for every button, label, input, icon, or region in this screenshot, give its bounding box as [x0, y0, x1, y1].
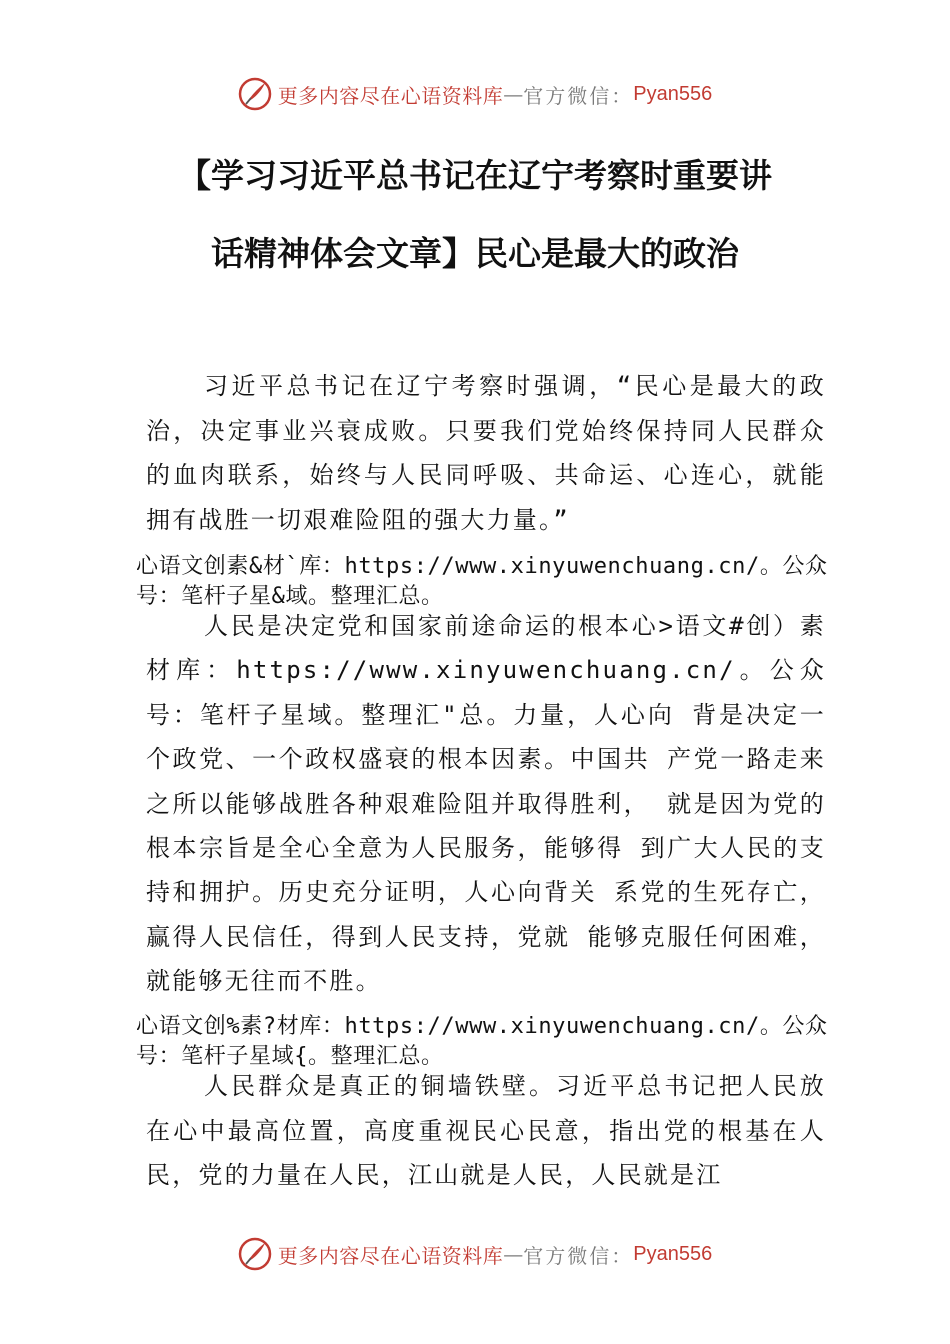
banner-main-text: 更多内容尽在心语资料库 [277, 83, 504, 108]
header-banner [0, 72, 950, 116]
footer-banner [0, 1232, 950, 1276]
banner-separator: — [503, 82, 524, 106]
quill-logo-icon [238, 1237, 272, 1271]
quill-logo-icon [238, 77, 272, 111]
document-title-line1: 【学习习近平总书记在辽宁考察时重要讲 [178, 156, 772, 195]
banner-weixin-id: Pyan556 [633, 1242, 713, 1265]
body-paragraph-2: 人民是决定党和国家前途命运的根本心>语文#创）素材库：https://www.xinyuwenchuang.cn/。公众号：笔杆子星域。整理汇"总。力量，人心向 背是决定一个政党、一个政权盛衰的根本因素。中国共 产党一路走来之所以能够战胜各种艰难险阻并取得胜利， 就是因为党的根本宗旨是全心全意为人民服务，能够得 到广大人民的支持和拥护。历史充分证明，人心向背关 系党的生死存亡，赢得人民信任，得到人民支持，党就 能够克服任何困难，就能够无往而不胜。 [146, 612, 826, 996]
banner-separator: — [503, 1242, 524, 1266]
body-paragraph-1: 习近平总书记在辽宁考察时强调，“民心是最大的政治，决定事业兴衰成败。只要我们党始终保持同人民群众的血肉联系，始终与人民同呼吸、共命运、心连心，就能拥有战胜一切艰难险阻的强大力量。” [146, 372, 826, 534]
body-paragraph-3: 人民群众是真正的铜墙铁壁。习近平总书记把人民放在心中最高位置，高度重视民心民意，指出党的根基在人民，党的力量在人民，江山就是人民，人民就是江 [146, 1072, 826, 1189]
banner-main-text: 更多内容尽在心语资料库 [277, 1243, 504, 1268]
source-note-1: 心语文创素&材`库：https://www.xinyuwenchuang.cn/。公众号：笔杆子星&域。整理汇总。 [136, 554, 828, 609]
banner-weixin-label: 官方微信： [523, 83, 634, 108]
document-title-line2: 话精神体会文章】民心是最大的政治 [211, 234, 739, 273]
banner-weixin-label: 官方微信： [523, 1243, 634, 1268]
banner-weixin-id: Pyan556 [633, 82, 713, 105]
source-note-2: 心语文创%素?材库：https://www.xinyuwenchuang.cn/。公众号：笔杆子星域{。整理汇总。 [136, 1014, 828, 1069]
